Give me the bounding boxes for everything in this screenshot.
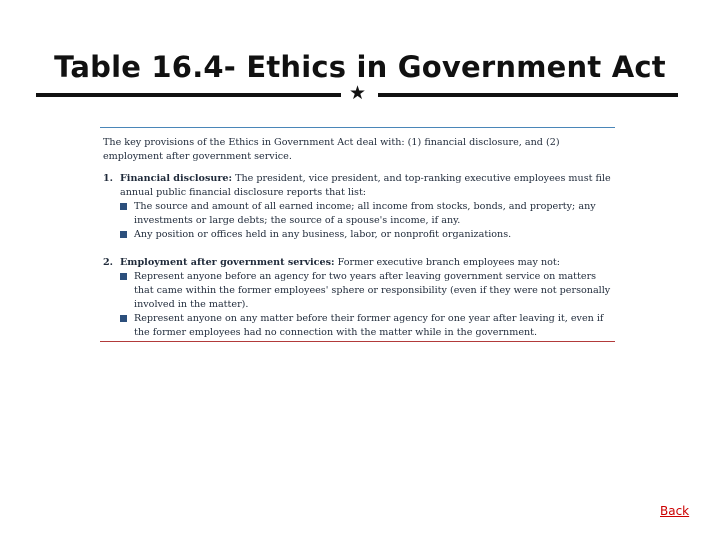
ethics-act-table xyxy=(100,127,615,342)
table-intro: The key provisions of the Ethics in Government Act deal with: (1) financial disclosure, and (2) employment after government service. xyxy=(103,137,560,162)
title-divider-left xyxy=(36,93,341,97)
provision-number: 1. xyxy=(103,173,114,184)
square-bullet-icon xyxy=(120,203,127,210)
back-link[interactable]: Back xyxy=(660,504,690,518)
list-item xyxy=(120,270,611,312)
star-icon: ★ xyxy=(349,82,367,104)
provision-bullet-list xyxy=(120,200,611,242)
provision-body xyxy=(120,256,611,340)
provision-item-employment-after-service xyxy=(103,256,611,340)
bullet-text: The source and amount of all earned income; all income from stocks, bonds, and property; any investments or large debts; the source of a spouse's income, if any. xyxy=(134,201,596,226)
bullet-text: Represent anyone before an agency for two years after leaving government service on matters that came within the former employees' sphere or responsibility (even if they were not personally involved in the matter). xyxy=(134,271,611,310)
title-divider-right xyxy=(378,93,678,97)
square-bullet-icon xyxy=(120,315,127,322)
square-bullet-icon xyxy=(120,231,127,238)
bullet-text: Represent anyone on any matter before their former agency for one year after leaving it, even if the former employees had no connection with the matter while in the government. xyxy=(134,313,604,338)
provision-body xyxy=(120,172,611,242)
slide-title: Table 16.4- Ethics in Government Act xyxy=(54,50,666,84)
provision-heading: Employment after government services: xyxy=(120,257,335,268)
provision-item-financial-disclosure xyxy=(103,172,611,242)
list-item xyxy=(120,200,611,228)
provision-description: The president, vice president, and top-ranking executive employees must file annual public financial disclosure reports that list: xyxy=(120,173,611,198)
provision-heading: Financial disclosure: xyxy=(120,173,233,184)
bullet-text: Any position or offices held in any business, labor, or nonprofit organizations. xyxy=(134,229,512,240)
provision-description: Former executive branch employees may not: xyxy=(337,257,560,268)
provision-bullet-list xyxy=(120,270,611,340)
provision-number: 2. xyxy=(103,257,114,268)
square-bullet-icon xyxy=(120,273,127,280)
list-item xyxy=(120,312,611,340)
list-item xyxy=(120,228,611,242)
